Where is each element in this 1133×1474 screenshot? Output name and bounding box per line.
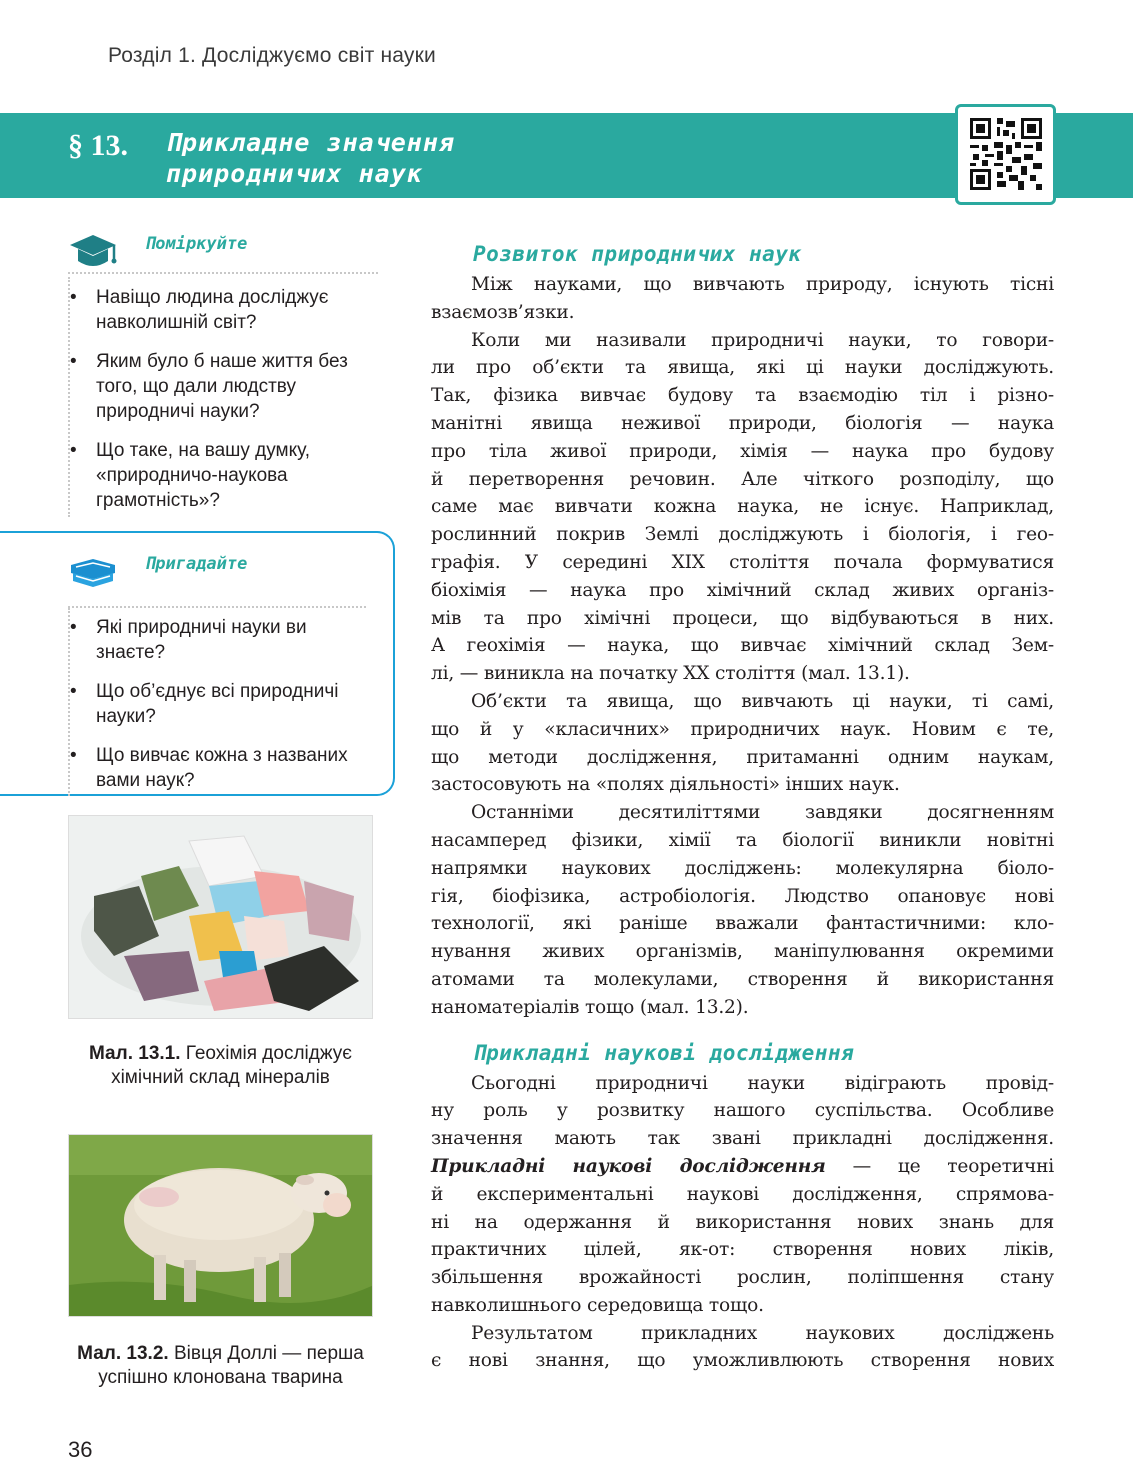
- figure-13-1-caption: [68, 1042, 373, 1090]
- text-line: що й у «класичних» природничих наук. Новим є те,: [431, 718, 1054, 740]
- text-line: ли про об’єкти та явища, які ці науки досліджують.: [431, 357, 1054, 379]
- section1-body: [431, 271, 1054, 1022]
- text-line: технології, які раніше вважали фантастичними: кло-: [431, 913, 1054, 935]
- text-line: Останніми десятиліттями завдяки досягненням: [471, 802, 1054, 824]
- text-line: напрямки наукових досліджень: молекулярна біоло-: [431, 857, 1054, 879]
- text-line: мів та про хімічні процеси, що відбуваються в них.: [431, 607, 1054, 629]
- qr-code-graphic: [970, 118, 1042, 190]
- text-line: значення мають так звані прикладні дослідження.: [431, 1128, 1054, 1150]
- text-line: й експериментальні наукові дослідження, спрямова-: [431, 1183, 1054, 1205]
- page-number: 36: [68, 1437, 93, 1462]
- text-line: лі, — виникла на початку XX століття (мал. 13.1).: [431, 663, 910, 685]
- text-line: Сьогодні природничі науки відіграють провід-: [471, 1072, 1054, 1094]
- graduation-cap-icon: [68, 231, 118, 271]
- text-line: навколишнього середовища тощо.: [431, 1294, 764, 1316]
- text-line: ну роль у розвитку нашого суспільства. Особливе: [431, 1100, 1054, 1122]
- text-line: біохімія — наука про хімічний склад живих організ-: [431, 579, 1054, 601]
- text-fragment: — це теоретичні: [852, 1155, 1055, 1177]
- recall-header: [68, 545, 378, 591]
- section2-body: [431, 1070, 1054, 1376]
- figure-13-1-label: Мал. 13.1.: [89, 1043, 181, 1064]
- text-line: рослинний покрив Землі досліджують і біологія, і гео-: [431, 524, 1054, 546]
- text-line: насамперед фізики, хімії та біології виникли новітні: [431, 829, 1054, 851]
- text-line: й перетворення речовин. Але чіткого розподілу, що: [431, 468, 1054, 490]
- text-line: Між науками, що вивчають природу, існують тісні: [471, 274, 1054, 295]
- text-line: про тіла живої природи, хімія — наука про будову: [431, 440, 1054, 462]
- recall-item: • Що вивчає кожна з названих вами наук?: [68, 743, 378, 793]
- recall-inner: [68, 545, 378, 807]
- think-list: [68, 285, 378, 513]
- figure-13-1-text: Геохімія досліджує хімічний склад мінералів: [111, 1043, 352, 1088]
- recall-title: Пригадайте: [145, 554, 248, 574]
- figure-13-2-caption: [68, 1342, 373, 1390]
- think-divider: [68, 272, 378, 274]
- text-line: що методи дослідження, притаманні одним наукам,: [431, 746, 1054, 768]
- text-line: застосовують на «полях діяльності» інших наук.: [431, 774, 900, 796]
- running-header: Розділ 1. Досліджуємо світ науки: [108, 44, 436, 67]
- lesson-title-line2: природничих наук: [166, 159, 423, 188]
- text-line: наноматеріалів тощо (мал. 13.2).: [431, 996, 749, 1018]
- text-line: Коли ми називали природничі науки, то говори-: [471, 329, 1054, 351]
- text-line: взаємозв’язки.: [431, 301, 575, 323]
- text-line: практичних цілей, як-от: створення нових ліків,: [431, 1239, 1054, 1261]
- qr-code-icon[interactable]: [955, 104, 1056, 205]
- think-item: • Що таке, на вашу думку, «природничо-наукова грамотність»?: [68, 438, 378, 513]
- think-box: [68, 225, 378, 527]
- text-line: атомами та молекулами, створення й використання: [431, 968, 1054, 990]
- recall-item: • Що об’єднує всі природничі науки?: [68, 679, 378, 729]
- section-heading-development: Розвиток природничих наук: [473, 242, 802, 266]
- text-line: нування живих організмів, маніпулювання окремими: [431, 941, 1054, 963]
- key-term: Прикладні наукові дослідження: [431, 1155, 826, 1177]
- recall-box: [0, 531, 395, 796]
- text-line: збільшення врожайності рослин, поліпшення стану: [431, 1267, 1054, 1289]
- think-item: • Яким було б наше життя без того, що дали людству природничі науки?: [68, 349, 378, 424]
- sheep-photo: [69, 1135, 373, 1317]
- text-line: Результатом прикладних наукових досліджень: [471, 1322, 1054, 1344]
- think-header: [68, 225, 378, 271]
- figure-13-2-label: Мал. 13.2.: [77, 1343, 169, 1364]
- recall-divider: [68, 606, 366, 608]
- recall-item: • Які природничі науки ви знаєте?: [68, 615, 378, 665]
- figure-13-2-text: Вівця Доллі — перша успішно клонована тварина: [98, 1343, 364, 1388]
- think-title: Поміркуйте: [145, 234, 248, 254]
- text-line: А геохімія — наука, що вивчає хімічний склад Зем-: [431, 635, 1054, 657]
- text-line: ні на одержання й використання нових знань для: [431, 1211, 1054, 1233]
- think-item: • Навіщо людина досліджує навколишній світ?: [68, 285, 378, 335]
- text-line: Об’єкти та явища, що вивчають ці науки, ті самі,: [471, 690, 1054, 712]
- sheep-image: [68, 1134, 373, 1317]
- open-book-icon: [68, 551, 118, 591]
- section-gap: [431, 1022, 1054, 1036]
- section-heading-applied: Прикладні наукові дослідження: [473, 1040, 855, 1065]
- text-line: Так, фізика вивчає будову та взаємодію тіл і різно-: [431, 385, 1054, 407]
- recall-list: [68, 615, 378, 793]
- text-line: саме має вивчати кожна наука, не існує. Наприклад,: [431, 496, 1054, 518]
- minerals-image: [68, 815, 373, 1019]
- lesson-number: § 13.: [68, 129, 128, 162]
- text-line: графія. У середині XIX століття почала формуватися: [431, 551, 1054, 573]
- text-line-with-term: [431, 1153, 1054, 1181]
- minerals-photo: [69, 816, 373, 1019]
- lesson-title: [166, 127, 455, 189]
- lesson-title-line1: Прикладне значення: [166, 128, 455, 157]
- text-line: є нові знання, що уможливлюють створення нових: [431, 1350, 1054, 1372]
- text-line: гія, біофізика, астробіологія. Людство опановує нові: [431, 885, 1054, 907]
- text-line: манітні явища неживої природи, біологія — наука: [431, 412, 1054, 434]
- main-text: [431, 237, 1054, 1375]
